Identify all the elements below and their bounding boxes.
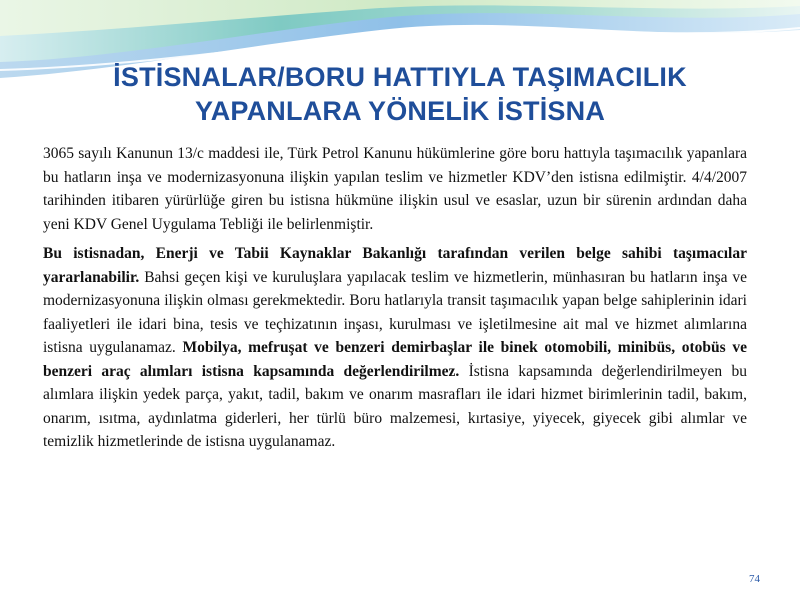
page-number: 74 <box>749 573 760 585</box>
slide-title-line-2: YAPANLARA YÖNELİK İSTİSNA <box>194 96 606 126</box>
slide-title <box>30 60 770 128</box>
paragraph-2-bold-a: Bu istisnadan, Enerji ve Tabii Kaynaklar Bakanlığı tarafından verilen belge sahibi taşımacılar yararlanabilir. <box>43 245 747 286</box>
slide-body <box>43 142 747 460</box>
slide-title-line-1: İSTİSNALAR/BORU HATTIYLA TAŞIMACILIK <box>113 62 687 92</box>
paragraph-2-text-b: İstisna kapsamında değerlendirilmeyen bu alımlara ilişkin yedek parça, yakıt, tadil, bakım ve onarım masrafları ile idari hizmet birimlerinin tadil, bakım, onarım, ısıtma, aydınlatma giderleri, her türlü büro malzemesi, kırtasiye, yiyecek, giyecek gibi alımlar ve temizlik hizmetlerinde de istisna uygulanamaz. <box>43 362 747 450</box>
paragraph-2 <box>43 242 747 454</box>
paragraph-1: 3065 sayılı Kanunun 13/c maddesi ile, Türk Petrol Kanunu hükümlerine göre boru hattıyla taşımacılık yapanlara bu hatların inşa ve modernizasyonuna ilişkin yapılan teslim ve hizmetler KDV’den istisna edilmiştir. 4/4/2007 tarihinden itibaren yürürlüğe giren bu istisna hükmüne ilişkin usul ve esaslar, uzun bir sürenin ardından daha yeni KDV Genel Uygulama Tebliği ile belirlenmiştir. <box>43 145 747 233</box>
paragraph-2-bold-b: Mobilya, mefruşat ve benzeri demirbaşlar ile binek otomobili, minibüs, otobüs ve benzeri araç alımları istisna kapsamında değerlendirilmez. <box>43 339 747 380</box>
paragraph-2-text-a: Bahsi geçen kişi ve kuruluşlara yapılacak teslim ve hizmetlerin, münhasıran bu hatların inşa ve modernizasyonuna ilişkin olması gerekmektedir. Boru hatlarıyla transit taşımacılık yapan belge sahiplerinin idari faaliyetleri ile idari bina, tesis ve teçhizatının inşası, kurulması ve işletilmesine ait mal ve hizmet alımlarına istisna uygulanamaz. <box>43 268 747 356</box>
